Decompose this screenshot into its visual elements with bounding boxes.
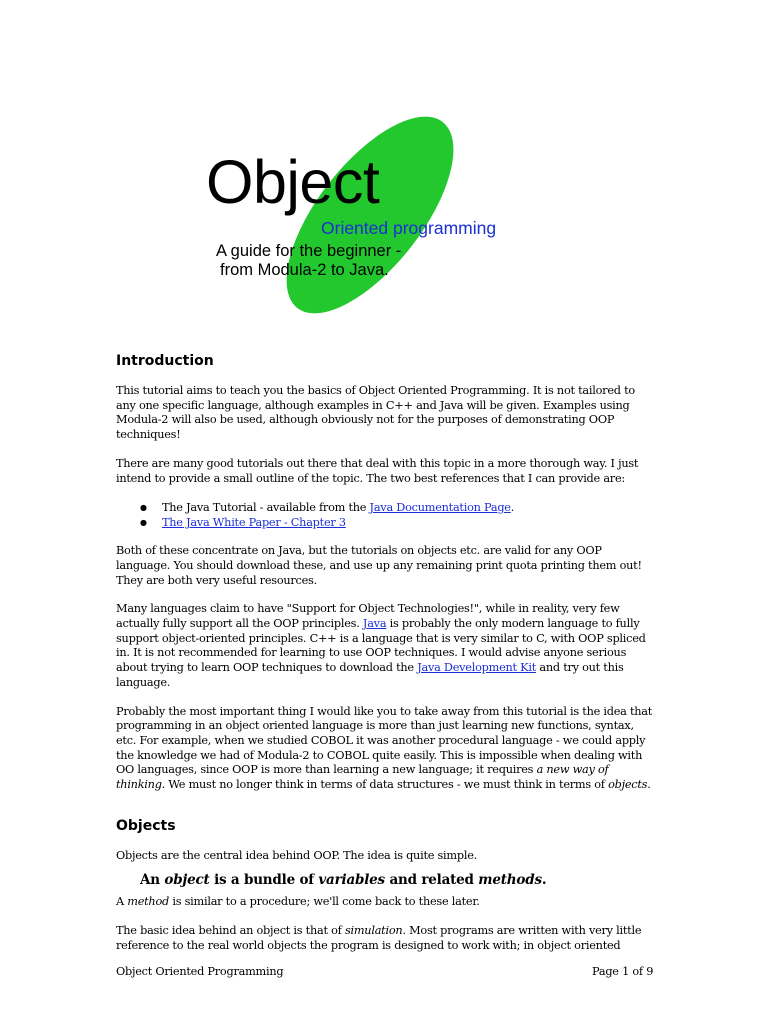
- text-run: and try out this language.: [116, 661, 624, 689]
- heading-introduction: Introduction: [116, 353, 214, 369]
- text-run: . Most programs are written with very little reference to the real world objects the program is designed to work with; in object oriented: [116, 924, 642, 952]
- text-run: An: [140, 872, 165, 889]
- logo-title: Object: [206, 148, 380, 216]
- text-run: .: [541, 872, 547, 889]
- text-run: is similar to a procedure; we'll come back to these later.: [169, 895, 480, 909]
- logo-subtitle: Oriented programming: [321, 218, 497, 238]
- java-link[interactable]: Java: [362, 617, 387, 631]
- intro-paragraph-2: There are many good tutorials out there that deal with this topic in a more thorough way. I just intend to provide a small outline of the topic. The two best references that I can provide are:: [116, 456, 639, 485]
- emphasis: a new way of thinking: [116, 763, 609, 792]
- heading-objects: Objects: [116, 817, 176, 834]
- java-development-kit-link[interactable]: Java Development Kit: [417, 661, 537, 675]
- emphasis: simulation: [344, 924, 403, 938]
- list-item: [116, 515, 656, 530]
- text-run: is a bundle of: [209, 872, 319, 889]
- objects-paragraph-3: [116, 924, 656, 953]
- java-white-paper-link[interactable]: The Java White Paper - Chapter 3: [162, 516, 346, 530]
- text-run: Probably the most important thing I would like you to take away from this tutorial is the idea that programming in an object oriented language is more than just learning new functions, syntax, etc. For example, when we studied COBOL it was another procedural language - we could apply the knowledge we had of Modula-2 to COBOL quite easily. This is impossible when dealing with OO languages, since OOP is more than learning a new language; it requires: [116, 704, 653, 777]
- logo-tagline-line2: from Modula-2 to Java.: [220, 261, 389, 279]
- text-run: A: [116, 895, 128, 909]
- list-item: [116, 500, 656, 515]
- footer-title: Object Oriented Programming: [116, 965, 284, 978]
- emphasis: variables: [318, 872, 385, 889]
- intro-paragraph-4: [116, 602, 656, 690]
- text-run: . We must no longer think in terms of data structures - we must think in terms of: [161, 778, 609, 792]
- bullet-icon: ●: [140, 518, 147, 528]
- page-number: Page 1 of 9: [592, 965, 654, 978]
- emphasis: object: [164, 872, 210, 889]
- bullet-icon: ●: [140, 503, 147, 513]
- intro-paragraph-1: This tutorial aims to teach you the basics of Object Oriented Programming. It is not tailored to any one specific language, although examples in C++ and Java will be given. Examples using Modula-2 will also be used, although obviously not for the purposes of demonstrating OOP techniques!: [116, 384, 635, 442]
- logo-tagline-line1: A guide for the beginner -: [216, 242, 402, 260]
- text-run: The basic idea behind an object is that of: [116, 924, 345, 938]
- references-list: [116, 500, 656, 530]
- intro-paragraph-5: [116, 705, 656, 793]
- objects-paragraph-1: Objects are the central idea behind OOP. The idea is quite simple.: [116, 848, 478, 862]
- objects-paragraph-2: [116, 895, 656, 910]
- text-run: and related: [384, 872, 479, 889]
- text-run: .: [647, 778, 651, 792]
- text-run: is probably the only modern language to fully support object-oriented principles. C++ is a language that is very similar to C, with OOP spliced in. It is not recommended for learning to use OOP techniques. I would advise anyone serious about trying to learn OOP techniques to download the: [116, 617, 646, 675]
- logo-tagline: [216, 242, 401, 280]
- java-documentation-link[interactable]: Java Documentation Page: [369, 501, 511, 515]
- document-body: [116, 352, 656, 968]
- cover-logo: [200, 85, 530, 330]
- object-definition-callout: [140, 871, 656, 889]
- emphasis: methods: [478, 872, 542, 889]
- text-run: Many languages claim to have "Support for Object Technologies!", while in reality, very few actually fully support all the OOP principles.: [116, 602, 620, 631]
- emphasis: method: [127, 895, 169, 909]
- intro-paragraph-3: Both of these concentrate on Java, but the tutorials on objects etc. are valid for any OOP language. You should download these, and use up any remaining print quota printing them out! They are both very useful resources.: [116, 544, 642, 587]
- list-item-text: The Java Tutorial - available from the: [162, 501, 370, 515]
- emphasis: objects: [608, 778, 648, 792]
- list-item-text-end: .: [510, 501, 515, 515]
